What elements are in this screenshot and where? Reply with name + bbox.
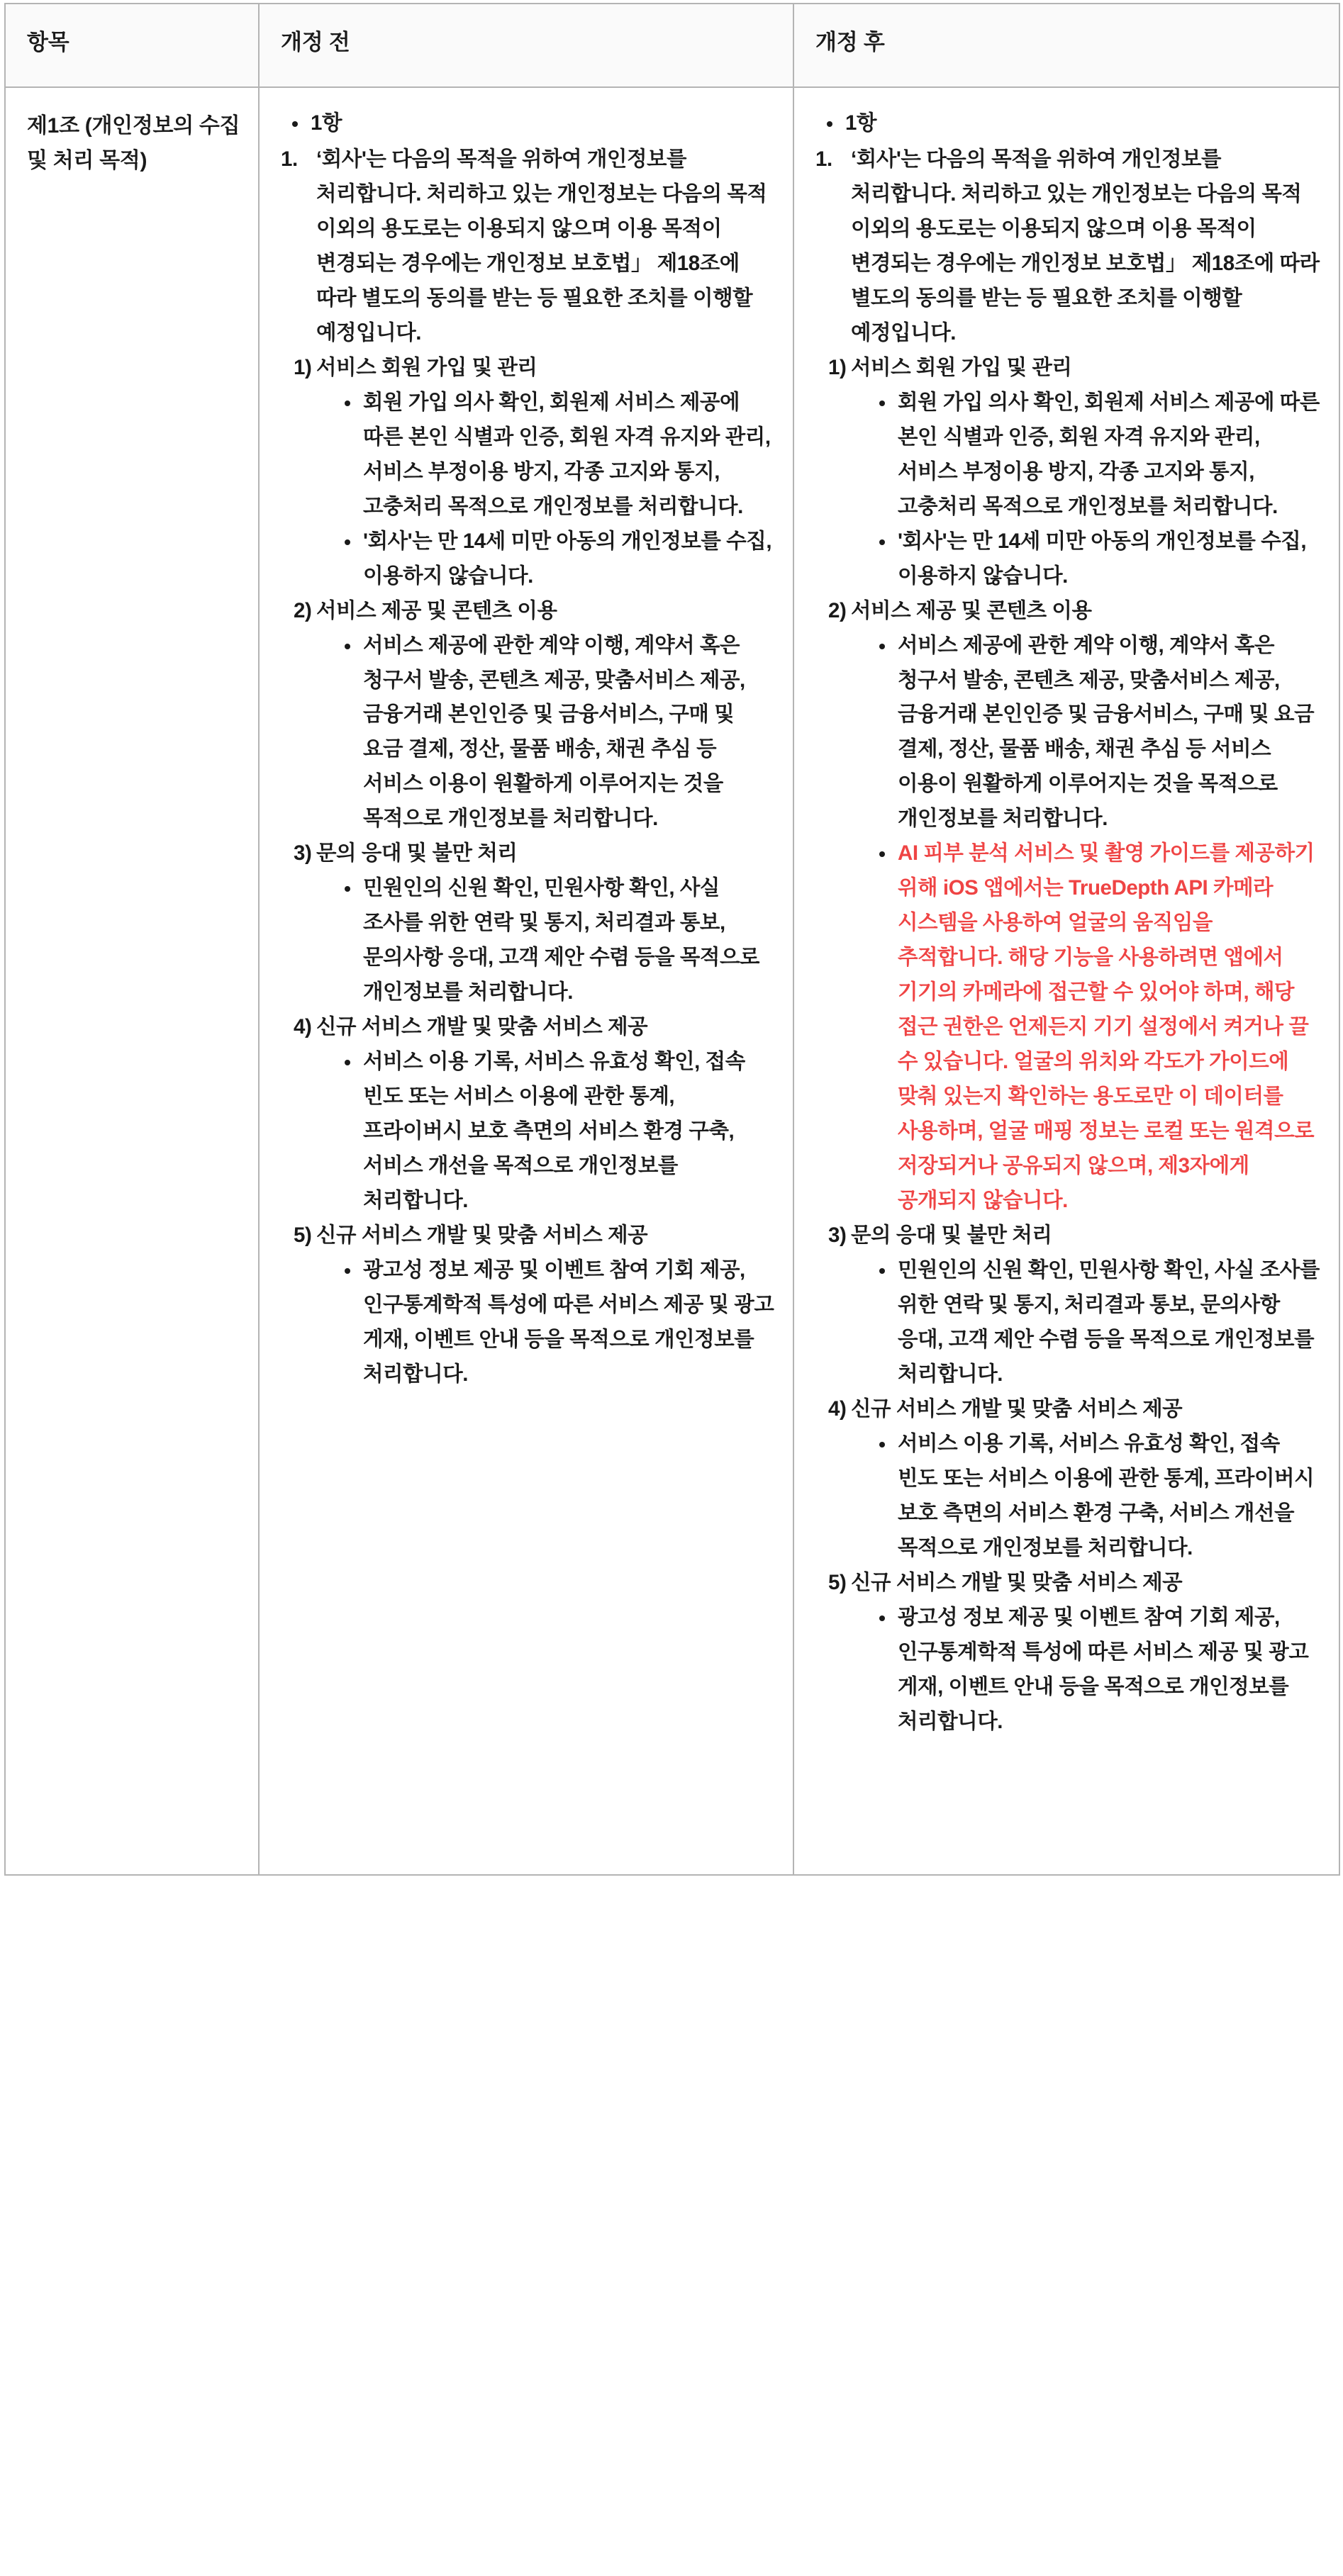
list-marker: 2) xyxy=(294,598,312,622)
list-item-text: 민원인의 신원 확인, 민원사항 확인, 사실 조사를 위한 연락 및 통지, 처리결과 통보, 문의사항 응대, 고객 제안 수렴 등을 목적으로 개인정보를 처리합니다. xyxy=(363,876,760,1004)
list-marker: 3) xyxy=(828,1223,847,1247)
list-item xyxy=(277,1253,776,1392)
list-item xyxy=(811,525,1322,594)
list-item-text: 1항 xyxy=(311,111,342,135)
list-item xyxy=(277,1219,776,1253)
list-item-text: 광고성 정보 제공 및 이벤트 참여 기회 제공, 인구통계학적 특성에 따른 서비스 제공 및 광고 게재, 이벤트 안내 등을 목적으로 개인정보를 처리합니다. xyxy=(898,1605,1309,1733)
after-revision-list xyxy=(811,106,1322,1846)
list-tail-spacer xyxy=(811,1740,1322,1846)
list-item xyxy=(277,1045,776,1219)
list-item-text: ‘회사'는 다음의 목적을 위하여 개인정보를 처리합니다. 처리하고 있는 개인정보는 다음의 목적 이외의 용도로는 이용되지 않으며 이용 목적이 변경되는 경우에는 개인정보 보호법」 제18조에 따라 별도의 동의를 받는 등 필요한 조치를 이행할 예정입니다. xyxy=(316,147,767,345)
list-item-text: 광고성 정보 제공 및 이벤트 참여 기회 제공, 인구통계학적 특성에 따른 서비스 제공 및 광고 게재, 이벤트 안내 등을 목적으로 개인정보를 처리합니다. xyxy=(363,1258,774,1386)
list-item-added xyxy=(811,836,1322,1219)
list-item-text: 회원 가입 의사 확인, 회원제 서비스 제공에 따른 본인 식별과 인증, 회원 자격 유지와 관리, 서비스 부정이용 방지, 각종 고지와 통지, 고충처리 목적으로 개인정보를 처리합니다. xyxy=(898,390,1320,518)
table-body xyxy=(5,87,1339,1875)
list-item xyxy=(277,1010,776,1045)
list-item-text: 서비스 회원 가입 및 관리 xyxy=(851,355,1072,379)
list-item-text: 신규 서비스 개발 및 맞춤 서비스 제공 xyxy=(316,1015,648,1039)
list-item-text: '회사'는 만 14세 미만 아동의 개인정보를 수집, 이용하지 않습니다. xyxy=(363,529,772,588)
list-item-text: 1항 xyxy=(845,111,877,135)
list-item xyxy=(277,594,776,629)
list-item xyxy=(277,525,776,594)
list-item-text: 서비스 제공에 관한 계약 이행, 계약서 혹은 청구서 발송, 콘텐츠 제공, 맞춤서비스 제공, 금융거래 본인인증 및 금융서비스, 구매 및 요금 결제, 정산, 물품 배송, 채권 추심 등 서비스 이용이 원활하게 이루어지는 것을 목적으로 개인정보를 처리합니다. xyxy=(898,633,1315,831)
column-header-item: 항목 xyxy=(5,4,259,87)
list-item xyxy=(277,629,776,837)
cell-item-name xyxy=(5,87,259,1875)
list-item xyxy=(811,1427,1322,1566)
list-marker: 4) xyxy=(294,1015,312,1039)
list-marker: 5) xyxy=(294,1223,312,1247)
list-item-text: ‘회사'는 다음의 목적을 위하여 개인정보를 처리합니다. 처리하고 있는 개인정보는 다음의 목적 이외의 용도로는 이용되지 않으며 이용 목적이 변경되는 경우에는 개인정보 보호법」 제18조에 따라 별도의 동의를 받는 등 필요한 조치를 이행할 예정입니다. xyxy=(851,147,1320,345)
list-item-text: 서비스 이용 기록, 서비스 유효성 확인, 접속 빈도 또는 서비스 이용에 관한 통계, 프라이버시 보호 측면의 서비스 환경 구축, 서비스 개선을 목적으로 개인정보를 처리합니다. xyxy=(363,1050,745,1213)
list-marker: 1. xyxy=(281,147,298,171)
list-item-text: '회사'는 만 14세 미만 아동의 개인정보를 수집, 이용하지 않습니다. xyxy=(898,529,1307,588)
cell-before-revision xyxy=(259,87,793,1875)
list-item xyxy=(277,106,776,141)
list-item-text: 문의 응대 및 불만 처리 xyxy=(851,1223,1052,1247)
list-marker: 2) xyxy=(828,598,847,622)
table-row xyxy=(5,87,1339,1875)
list-item xyxy=(277,836,776,871)
table-header xyxy=(5,4,1339,87)
list-item-text: 신규 서비스 개발 및 맞춤 서비스 제공 xyxy=(851,1570,1183,1594)
revision-comparison-table xyxy=(4,3,1340,1876)
list-item xyxy=(811,1219,1322,1253)
list-item xyxy=(811,1253,1322,1392)
cell-after-revision xyxy=(793,87,1339,1875)
list-item xyxy=(811,106,1322,141)
list-item-text: 서비스 회원 가입 및 관리 xyxy=(316,355,537,379)
list-item xyxy=(811,1601,1322,1740)
before-revision-list xyxy=(277,106,776,1392)
list-item xyxy=(811,386,1322,525)
list-item xyxy=(811,594,1322,629)
list-item xyxy=(277,351,776,386)
list-item-text: 신규 서비스 개발 및 맞춤 서비스 제공 xyxy=(316,1223,648,1247)
list-item xyxy=(811,1392,1322,1427)
list-item-text: 회원 가입 의사 확인, 회원제 서비스 제공에 따른 본인 식별과 인증, 회원 자격 유지와 관리, 서비스 부정이용 방지, 각종 고지와 통지, 고충처리 목적으로 개인정보를 처리합니다. xyxy=(363,390,771,518)
list-marker: 1. xyxy=(815,147,832,171)
list-marker: 3) xyxy=(294,841,312,866)
list-item-text: 서비스 제공 및 콘텐츠 이용 xyxy=(851,598,1092,622)
article-title: 제1조 (개인정보의 수집 및 처리 목적) xyxy=(27,114,240,172)
list-item xyxy=(811,351,1322,386)
list-marker: 4) xyxy=(828,1396,847,1421)
list-marker: 1) xyxy=(828,355,847,379)
list-item xyxy=(277,386,776,525)
list-item xyxy=(277,142,776,351)
list-marker: 5) xyxy=(828,1570,847,1594)
list-item xyxy=(811,142,1322,351)
list-marker: 1) xyxy=(294,355,312,379)
list-item xyxy=(277,871,776,1010)
list-item-text: 신규 서비스 개발 및 맞춤 서비스 제공 xyxy=(851,1396,1183,1421)
list-item-text: 서비스 제공 및 콘텐츠 이용 xyxy=(316,598,557,622)
column-header-after: 개정 후 xyxy=(793,4,1339,87)
list-item-text: AI 피부 분석 서비스 및 촬영 가이드를 제공하기 위해 iOS 앱에서는 TrueDepth API 카메라 시스템을 사용하여 얼굴의 움직임을 추적합니다. 해당 기능을 사용하려면 앱에서 기기의 카메라에 접근할 수 있어야 하며, 해당 접근 권한은 언제든지 기기 설정에서 켜거나 끌 수 있습니다. 얼굴의 위치와 각도가 가이드에 맞춰 있는지 확인하는 용도로만 이 데이터를 사용하며, 얼굴 매핑 정보는 로컬 또는 원격으로 저장되거나 공유되지 않으며, 제3자에게 공개되지 않습니다. xyxy=(898,841,1315,1213)
list-item-text: 민원인의 신원 확인, 민원사항 확인, 사실 조사를 위한 연락 및 통지, 처리결과 통보, 문의사항 응대, 고객 제안 수렴 등을 목적으로 개인정보를 처리합니다. xyxy=(898,1258,1320,1386)
list-item-text: 서비스 이용 기록, 서비스 유효성 확인, 접속 빈도 또는 서비스 이용에 관한 통계, 프라이버시 보호 측면의 서비스 환경 구축, 서비스 개선을 목적으로 개인정보를 처리합니다. xyxy=(898,1431,1315,1559)
list-item xyxy=(811,629,1322,837)
list-item xyxy=(811,1566,1322,1601)
table-header-row xyxy=(5,4,1339,87)
column-header-before: 개정 전 xyxy=(259,4,793,87)
list-item-text: 문의 응대 및 불만 처리 xyxy=(316,841,518,866)
list-item-text: 서비스 제공에 관한 계약 이행, 계약서 혹은 청구서 발송, 콘텐츠 제공, 맞춤서비스 제공, 금융거래 본인인증 및 금융서비스, 구매 및 요금 결제, 정산, 물품 배송, 채권 추심 등 서비스 이용이 원활하게 이루어지는 것을 목적으로 개인정보를 처리합니다. xyxy=(363,633,745,831)
